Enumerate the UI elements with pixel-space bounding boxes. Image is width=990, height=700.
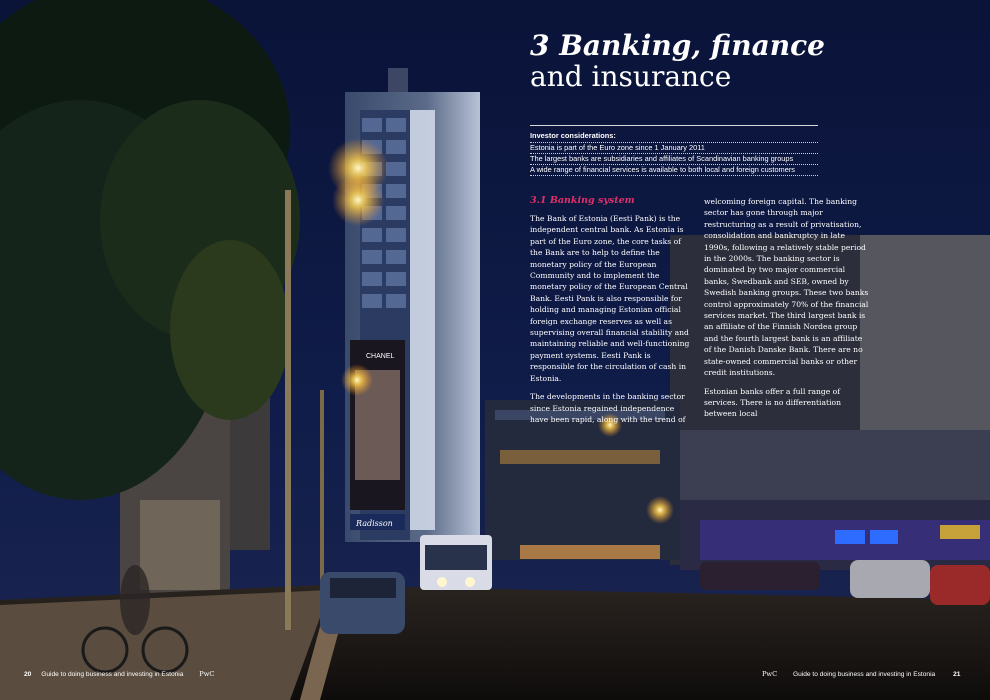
section-subtitle: 3.1 Banking system bbox=[530, 195, 635, 206]
footer-guide-title: Guide to doing business and investing in Estonia bbox=[41, 671, 184, 678]
chanel-sign: CHANEL bbox=[366, 353, 395, 360]
page-number: 21 bbox=[953, 671, 961, 678]
investor-item: Estonia is part of the Euro zone since 1 January 2011 bbox=[530, 143, 818, 154]
investor-considerations-title: Investor considerations: bbox=[530, 131, 818, 143]
footer-right bbox=[762, 670, 960, 678]
radisson-sign: Radisson bbox=[356, 519, 393, 528]
chapter-title-main: 3 Banking, finance bbox=[530, 29, 825, 62]
investor-item: The largest banks are subsidiaries and affiliates of Scandinavian banking groups bbox=[530, 154, 818, 165]
footer-guide-title: Guide to doing business and investing in Estonia bbox=[792, 671, 936, 678]
investor-item: A wide range of financial services is available to both local and foreign customers bbox=[530, 165, 818, 176]
paragraph: The Bank of Estonia (Eesti Pank) is the independent central bank. As Estonia is part of the Euro zone, the core tasks of the Bank are to help to define the monetary policy of the European Community and to implement the monetary policy of the European Central Bank. Eesti Pank is also responsible for holding and managing Estonian official foreign exchange reserves as well as supervising overall financial stability and maintaining reliable and well-functioning payment systems. Eesti Pank is responsible for the circulation of cash in Estonia. bbox=[530, 214, 690, 383]
text-column-right bbox=[704, 196, 870, 427]
investor-considerations-box bbox=[530, 125, 818, 176]
chapter-heading bbox=[530, 30, 825, 92]
page-number: 20 bbox=[24, 671, 32, 678]
footer-brand: PwC bbox=[199, 670, 215, 678]
chapter-title-rest: and insurance bbox=[530, 60, 732, 93]
paragraph: Estonian banks offer a full range of services. There is no differentiation between local bbox=[704, 386, 841, 419]
footer-left bbox=[24, 670, 214, 678]
footer-brand: PwC bbox=[762, 670, 778, 678]
paragraph: The developments in the banking sector since Estonia regained independence have been rapid, along with the trend of bbox=[530, 392, 686, 424]
paragraph: welcoming foreign capital. The banking sector has gone through major restructuring as a result of privatisation, consolidation and bankruptcy in late 1990s, following a relatively stable period in the 2000s. The banking sector is dominated by two major commercial banks, Swedbank and SEB, owned by Swedish banking groups. These two banks control approximately 70% of the financial services market. The third largest bank is an affiliate of the Finnish Nordea group and the fourth largest bank is an affiliate of the Danish Danske Bank. There are no state-owned commercial banks or other credit institutions. bbox=[704, 197, 869, 378]
text-column-left bbox=[530, 195, 692, 432]
